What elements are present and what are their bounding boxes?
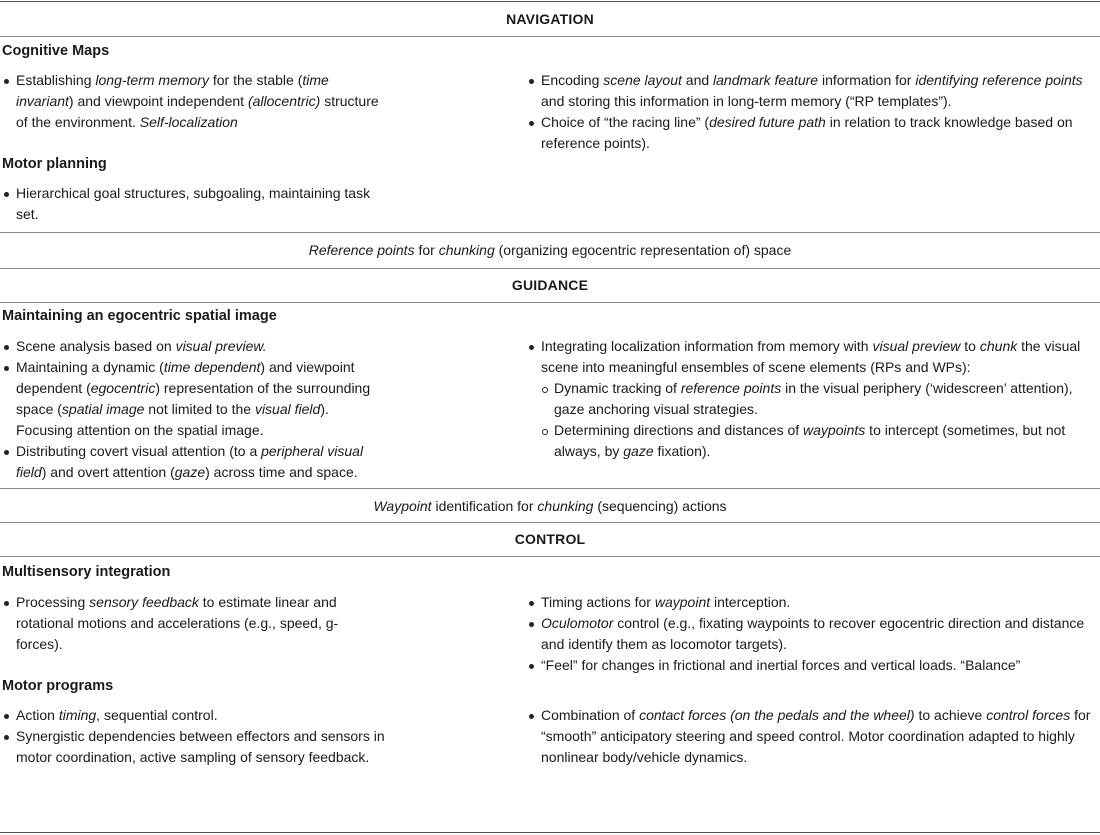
motor-planning-heading: Motor planning (2, 156, 107, 172)
motor-programs-right-list (527, 705, 1097, 768)
list-item: Processing sensory feedback to estimate linear and rotational motions and accelerations (e.g., speed, g-forces). (2, 592, 362, 655)
top-rule (0, 1, 1100, 2)
list-item: Choice of “the racing line” (desired future path in relation to track knowledge based on reference points). (527, 112, 1087, 154)
list-item: “Feel” for changes in frictional and inertial forces and vertical loads. “Balance” (527, 655, 1087, 676)
sub-list-item: Determining directions and distances of waypoints to intercept (sometimes, but not always, by gaze fixation). (541, 420, 1087, 462)
list-item: Synergistic dependencies between effectors and sensors in motor coordination, active sampling of sensory feedback. (2, 726, 387, 768)
list-item: Encoding scene layout and landmark feature information for identifying reference points and storing this information in long-term memory (“RP templates”). (527, 70, 1087, 112)
bottom-rule (0, 832, 1100, 833)
list-item: Integrating localization information from memory with visual preview to chunk the visual scene into meaningful ensembles of scene elements (RPs and WPs): Dynamic tracking of reference points in the visual periphery (‘widescreen’ attention), gaze anchoring visual strategies. Determining directions and distances of waypoints to intercept (sometimes, but not always, by gaze fixation). (527, 336, 1087, 462)
list-item: Distributing covert visual attention (to a peripheral visual field) and overt attention (gaze) across time and space. (2, 441, 387, 483)
motor-planning-list (2, 183, 387, 225)
multisensory-left-list (2, 592, 362, 655)
list-item: Scene analysis based on visual preview. (2, 336, 387, 357)
reference-points-link: Reference points for chunking (organizing egocentric representation of) space (308, 242, 792, 258)
cognitive-maps-heading: Cognitive Maps (2, 43, 110, 59)
guidance-rule (0, 302, 1100, 303)
list-item: Establishing long-term memory for the stable (time invariant) and viewpoint independent (allocentric) structure of the environment. Self-localization (2, 70, 387, 133)
list-item: Maintaining a dynamic (time dependent) and viewpoint dependent (egocentric) representation of the surrounding space (spatial image not limited to the visual field). Focusing attention on the spatial image. (2, 357, 387, 441)
guidance-left-list (2, 336, 387, 483)
guidance-right-list (527, 336, 1087, 462)
list-item: Hierarchical goal structures, subgoaling, maintaining task set. (2, 183, 387, 225)
multisensory-right-list (527, 592, 1087, 676)
list-item: Combination of contact forces (on the pedals and the wheel) to achieve control forces for “smooth” anticipatory steering and speed control. Motor coordination adapted to highly nonlinear body/vehicle dynamics. (527, 705, 1097, 768)
list-item: Oculomotor control (e.g., fixating waypoints to recover egocentric direction and distance and identify them as locomotor targets). (527, 613, 1087, 655)
motor-programs-heading: Motor programs (2, 678, 114, 694)
waypoint-rule (0, 522, 1100, 523)
ref-points-rule (0, 268, 1100, 269)
cognitive-maps-left-list (2, 70, 387, 133)
control-rule (0, 556, 1100, 557)
guidance-sub-list (541, 378, 1087, 462)
motor-programs-left-list (2, 705, 387, 768)
guidance-end-rule (0, 488, 1100, 489)
control-title: CONTROL (514, 531, 586, 547)
guidance-title: GUIDANCE (511, 277, 589, 293)
navigation-title: NAVIGATION (506, 11, 594, 27)
sub-list-item: Dynamic tracking of reference points in the visual periphery (‘widescreen’ attention), gaze anchoring visual strategies. (541, 378, 1087, 420)
list-item: Action timing, sequential control. (2, 705, 387, 726)
list-item: Timing actions for waypoint interception. (527, 592, 1087, 613)
nav-end-rule (0, 232, 1100, 233)
navigation-rule (0, 36, 1100, 37)
cognitive-maps-right-list (527, 70, 1087, 154)
multisensory-heading: Multisensory integration (2, 564, 171, 580)
egocentric-heading: Maintaining an egocentric spatial image (2, 308, 277, 324)
waypoint-link: Waypoint identification for chunking (sequencing) actions (373, 498, 727, 514)
